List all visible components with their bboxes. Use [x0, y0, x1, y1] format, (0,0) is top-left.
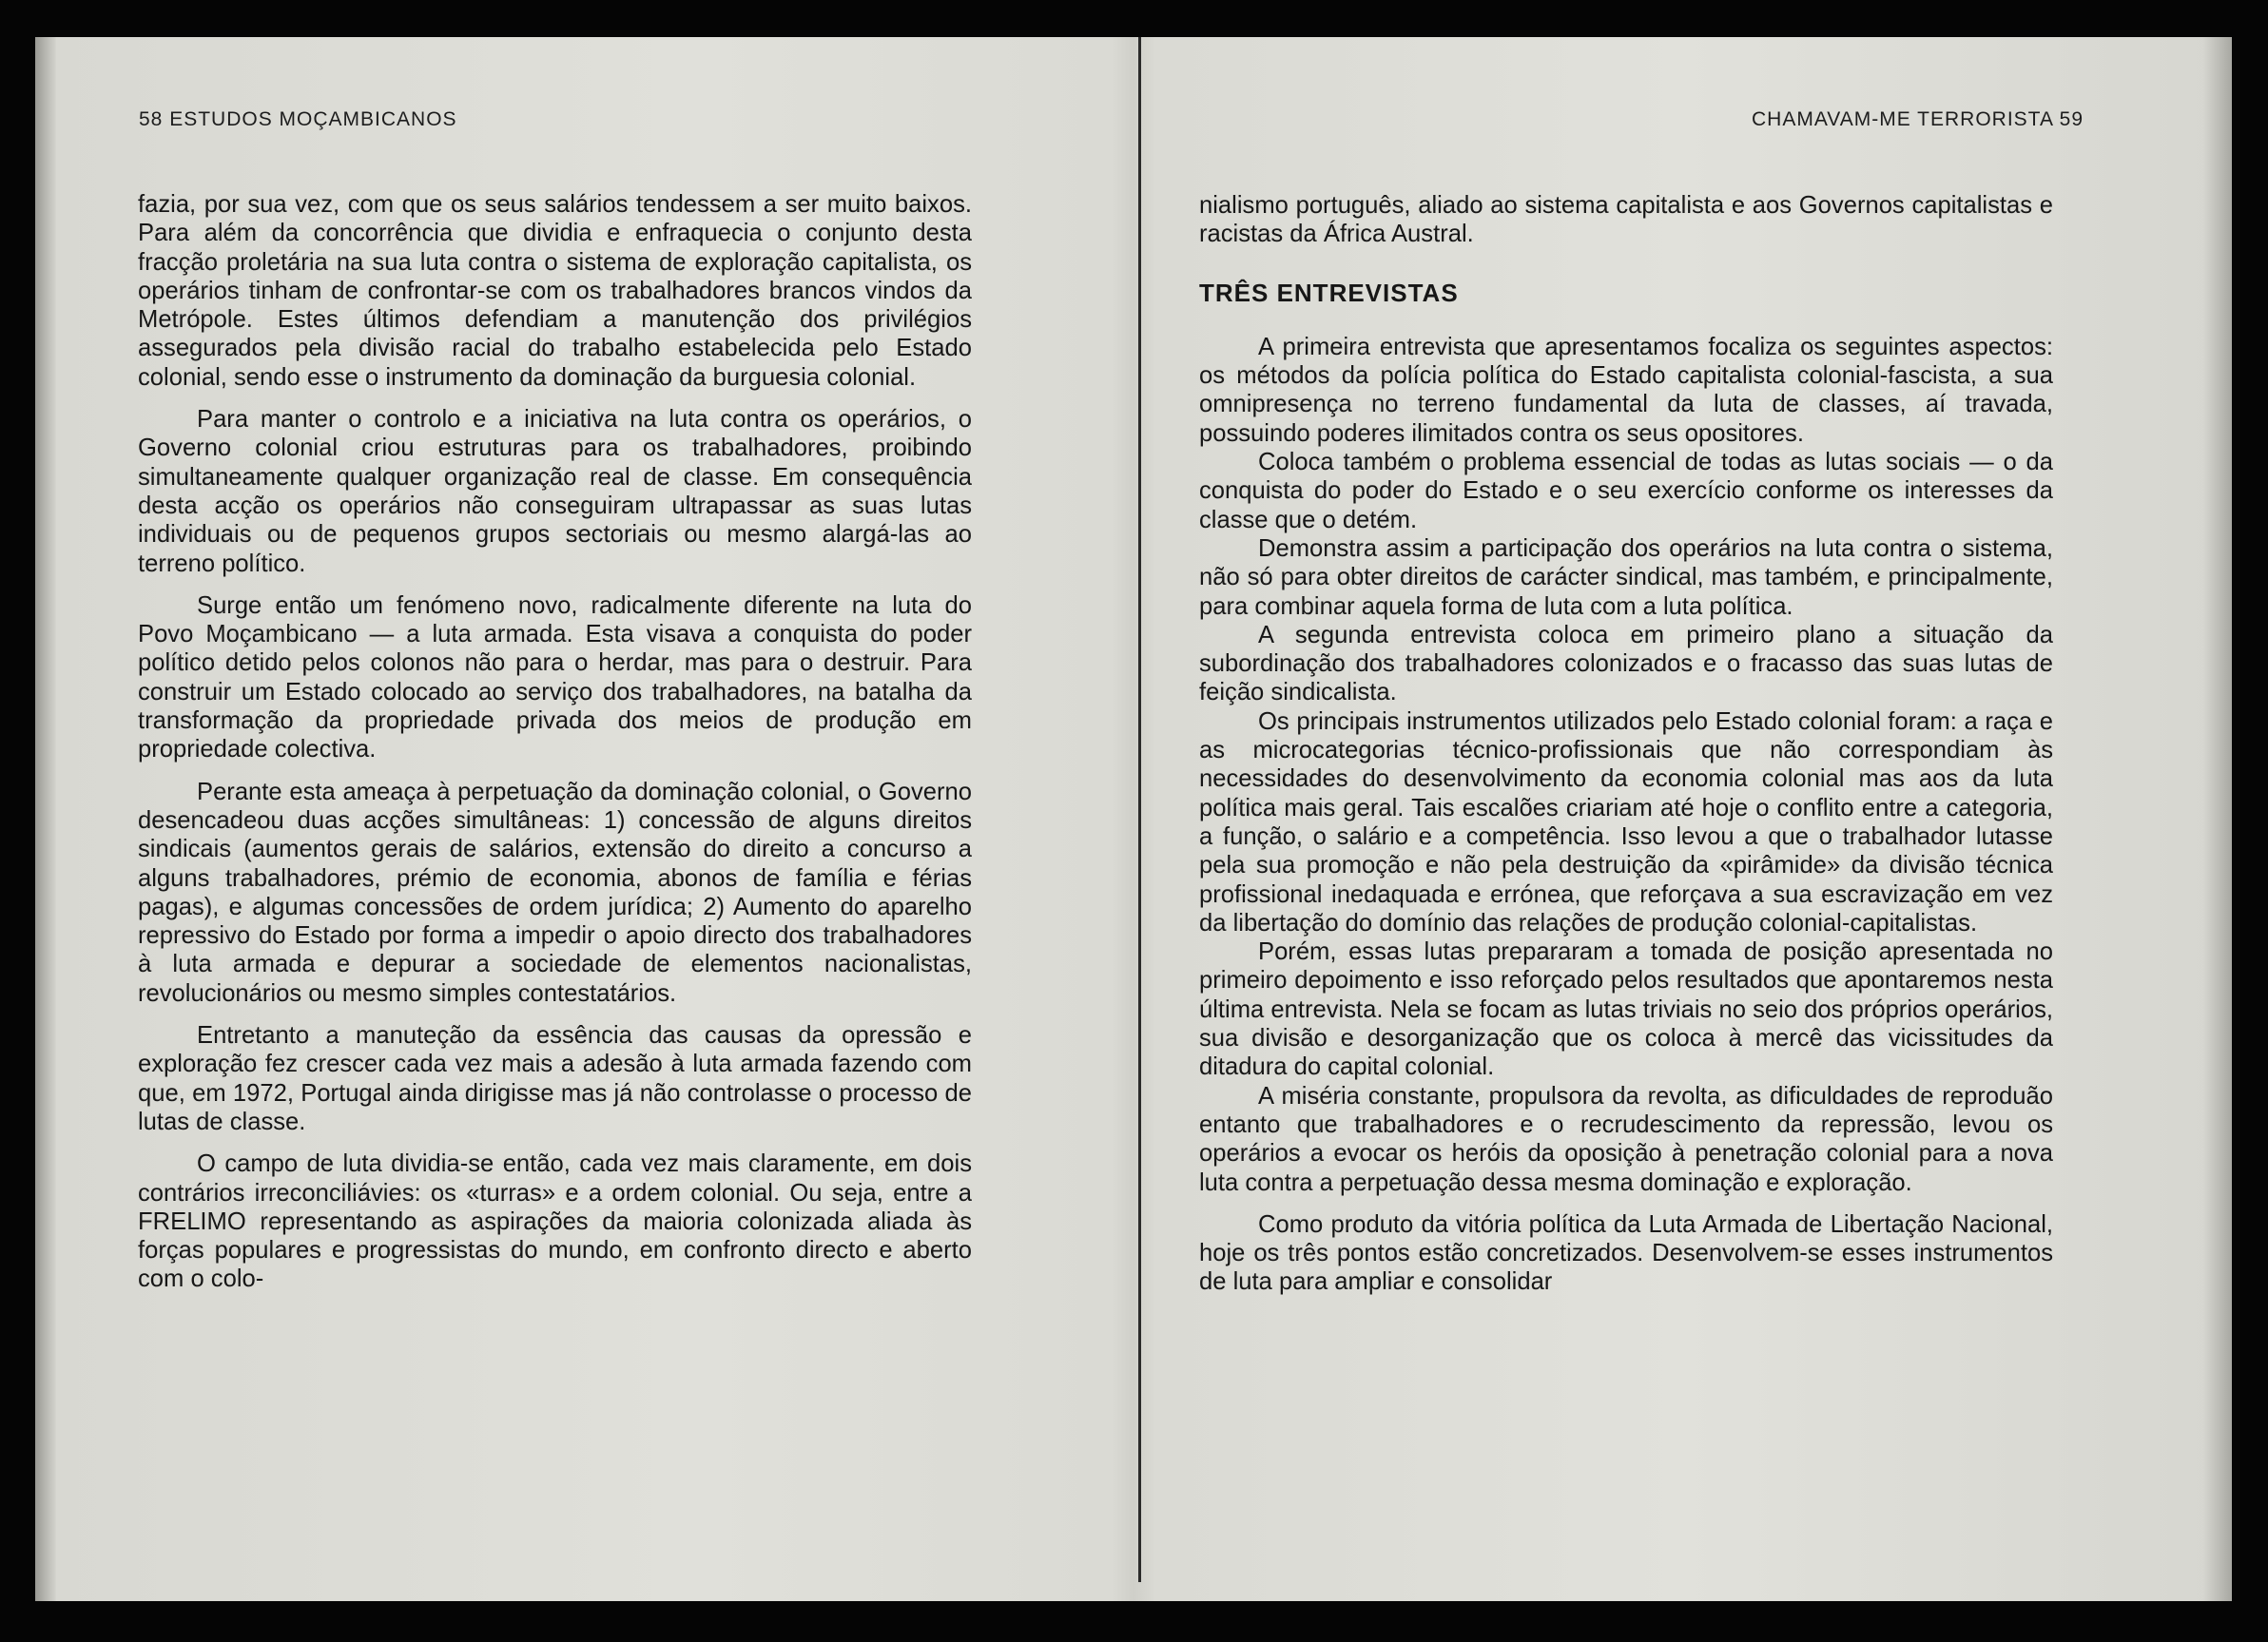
right-page-text — [1199, 191, 2053, 1297]
body-paragraph: Os principais instrumentos utilizados pelo Estado colonial foram: a raça e as microcategorias técnico-profissionais que não correspondiam às necessidades do desenvolvimento da economia colonial mas aos da luta política mais geral. Tais escalões criariam até hoje o conflito entre a categoria, a função, o salário e a competência. Isso levou a que o trabalhador lutasse pela sua promoção e não pela destruição da «pirâmide» da divisão técnica profissional inedaquada e errónea, que reforçava a sua escravização em vez da libertação do domínio das relações de produção colonial-capitalistas. — [1199, 707, 2053, 937]
body-paragraph: Coloca também o problema essencial de todas as lutas sociais — o da conquista do poder do Estado e o seu exercício conforme os interesses da classe que o detém. — [1199, 449, 2053, 533]
body-paragraph: Entretanto a manuteção da essência das causas da opressão e exploração fez crescer cada vez mais a adesão à luta armada fazendo com que, em 1972, Portugal ainda dirigisse mas já não controlasse o processo de lutas de classe. — [138, 1022, 972, 1135]
body-paragraph: A segunda entrevista coloca em primeiro plano a situação da subordinação dos trabalhadores colonizados e o fracasso das suas lutas de feição sindicalista. — [1199, 621, 2053, 706]
lead-paragraph: nialismo português, aliado ao sistema capitalista e aos Governos capitalistas e racistas da África Austral. — [1199, 192, 2053, 248]
body-paragraph: A primeira entrevista que apresentamos focaliza os seguintes aspectos: os métodos da polícia política do Estado capitalista colonial-fascista, a sua omnipresença no terreno fundamental da luta de classes, aí travada, possuindo poderes ilimitados contra os seus opositores. — [1199, 333, 2053, 447]
right-page-edge — [2203, 37, 2232, 1601]
section-title: TRÊS ENTREVISTAS — [1199, 278, 1459, 307]
body-paragraph: O campo de luta dividia-se então, cada vez mais claramente, em dois contrários irreconciliávies: os «turras» e a ordem colonial. Ou seja, entre a FRELIMO representando as aspirações da maioria colonizada aliada às forças populares e progressistas do mundo, em confronto directo e aberto com o colo- — [138, 1150, 972, 1293]
left-running-head: 58 ESTUDOS MOÇAMBICANOS — [139, 108, 457, 130]
body-paragraph: Surge então um fenómeno novo, radicalmente diferente na luta do Povo Moçambicano — a luta armada. Esta visava a conquista do poder político detido pelos colonos não para o herdar, mas para o destruir. Para construir um Estado colocado ao serviço dos trabalhadores, na batalha da transformação da propriedade privada dos meios de produção em propriedade colectiva. — [138, 591, 972, 763]
body-paragraph: Como produto da vitória política da Luta Armada de Libertação Nacional, hoje os três pontos estão concretizados. Desenvolvem-se esses instrumentos de luta para ampliar e consolidar — [1199, 1210, 2053, 1296]
body-paragraph: A miséria constante, propulsora da revolta, as dificuldades de reproduão entanto que trabalhadores e o recrudescimento da repressão, levou os operários a evocar os heróis da oposição à penetração colonial para a nova luta contra a perpetuação dessa mesma dominação e exploração. — [1199, 1082, 2053, 1196]
body-paragraph: Demonstra assim a participação dos operários na luta contra o sistema, não só para obter direitos de carácter sindical, mas também, e principalmente, para combinar aquela forma de luta com a luta política. — [1199, 534, 2053, 620]
body-paragraph: Para manter o controlo e a iniciativa na luta contra os operários, o Governo colonial criou estruturas para os trabalhadores, proibindo simultaneamente qualquer organização real de classe. Em consequência desta acção os operários não conseguiram ultrapassar as suas lutas individuais ou de pequenos grupos sectoriais ou mesmo alargá-las ao terreno político. — [138, 406, 972, 577]
left-page-text — [138, 190, 972, 1294]
gutter-fold — [1138, 37, 1141, 1582]
left-page-edge — [35, 37, 56, 1601]
right-running-head: CHAMAVAM-ME TERRORISTA 59 — [1752, 108, 2084, 130]
body-paragraph: Porém, essas lutas prepararam a tomada de posição apresentada no primeiro depoimento e isso reforçado pelos resultados que apontaremos nesta última entrevista. Nela se focam as lutas triviais no seio dos próprios operários, sua divisão e desorganização que os coloca à mercê das vicissitudes da ditadura do capital colonial. — [1199, 938, 2053, 1081]
body-paragraph: Perante esta ameaça à perpetuação da dominação colonial, o Governo desencadeou duas acções simultâneas: 1) concessão de alguns direitos sindicais (aumentos gerais de salários, extensão do direito a concurso a alguns trabalhadores, prémio de economia, abonos de família e férias pagas), e algumas concessões de ordem jurídica; 2) Aumento do aparelho repressivo do Estado por forma a impedir o apoio directo dos trabalhadores à luta armada e depurar a sociedade de elementos nacionalistas, revolucionários ou mesmo simples contestatários. — [138, 778, 972, 1007]
body-paragraph: fazia, por sua vez, com que os seus salários tendessem a ser muito baixos. Para além da concorrência que dividia e enfraquecia o conjunto desta fracção proletária na sua luta contra o sistema de exploração capitalista, os operários tinham de confrontar-se com os trabalhadores brancos vindos da Metrópole. Estes últimos defendiam a manutenção dos privilégios assegurados pela divisão racial do trabalho estabelecida pelo Estado colonial, sendo esse o instrumento da dominação da burguesia colonial. — [138, 191, 972, 391]
